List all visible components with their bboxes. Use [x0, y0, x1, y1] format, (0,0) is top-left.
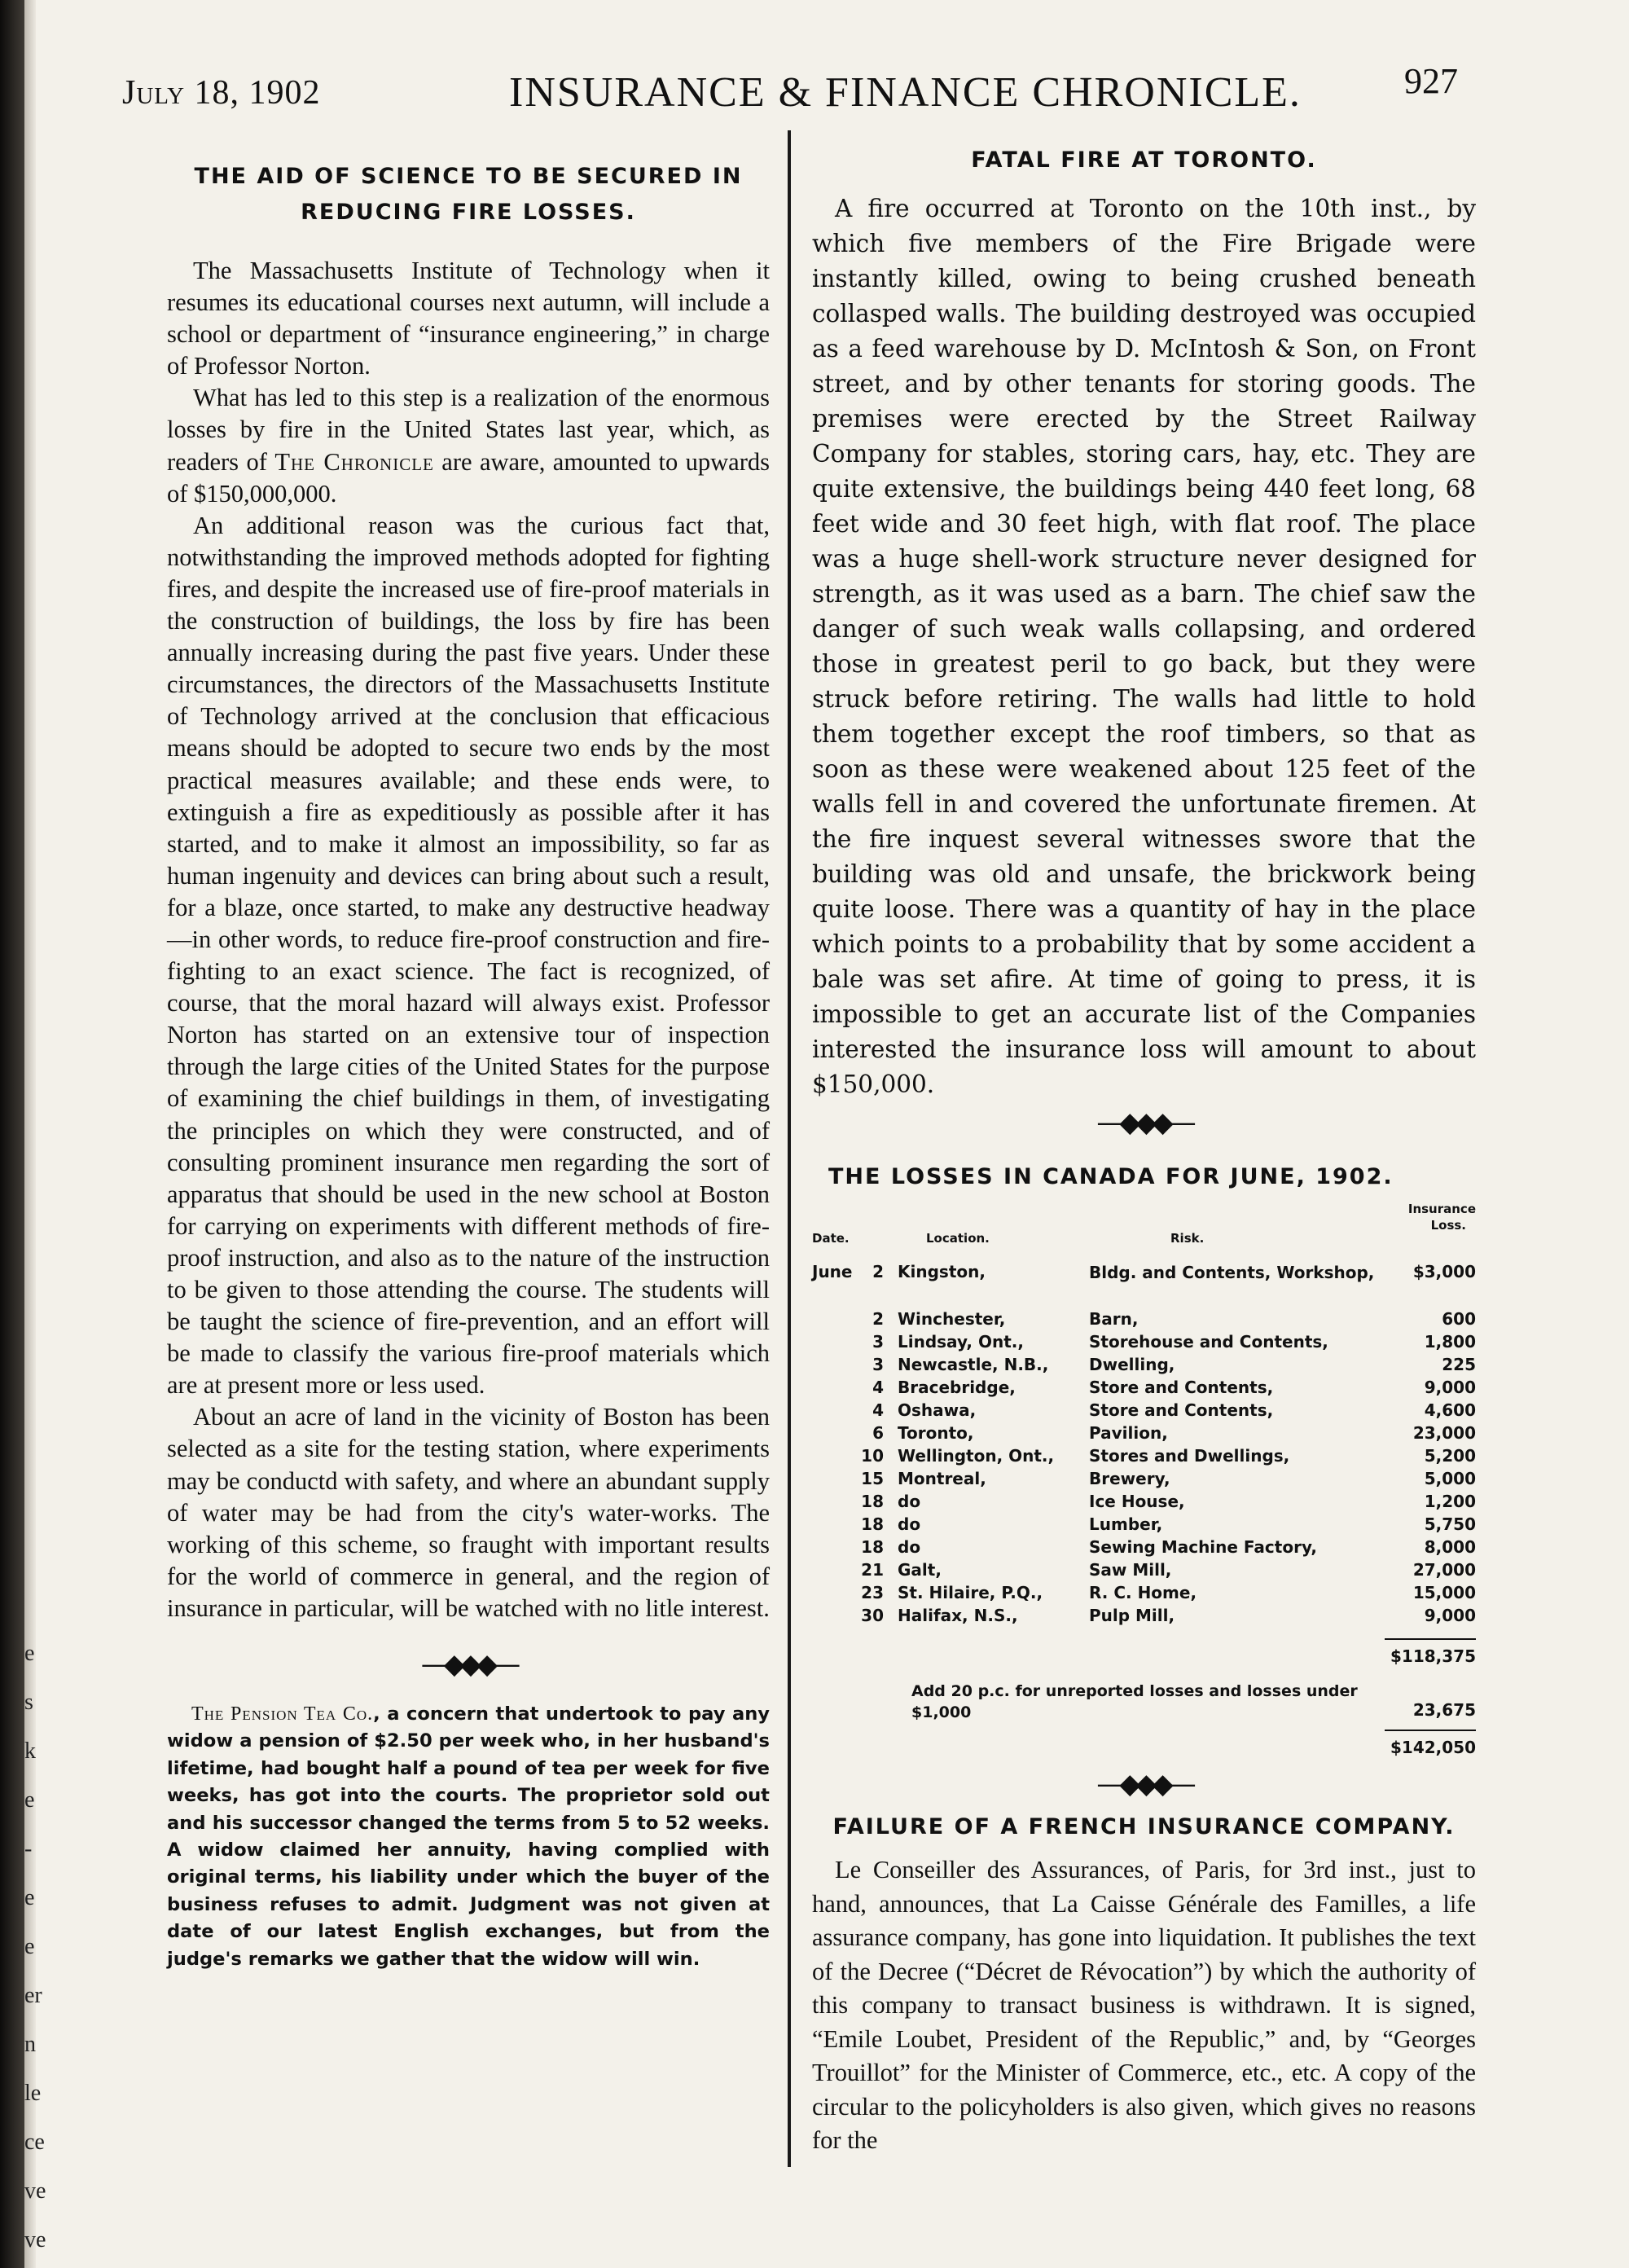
row-day: 18	[861, 1492, 884, 1511]
margin-fragment: s	[24, 1690, 33, 1715]
right-column	[812, 143, 1476, 2158]
row-loss: 225	[1442, 1355, 1476, 1374]
row-location: Newcastle, N.B.,	[898, 1355, 1049, 1374]
row-location: Halifax, N.S.,	[898, 1606, 1018, 1625]
publication-title: INSURANCE & FINANCE CHRONICLE.	[509, 69, 1302, 116]
row-location: Bracebridge,	[898, 1378, 1016, 1397]
margin-fragment: e	[24, 1787, 35, 1813]
row-day: 15	[861, 1469, 884, 1488]
row-loss: 9,000	[1424, 1378, 1476, 1397]
row-loss: 1,800	[1424, 1332, 1476, 1352]
book-spine	[0, 0, 24, 2268]
row-loss: 1,200	[1424, 1492, 1476, 1511]
margin-fragment: k	[24, 1738, 36, 1764]
page-number: 927	[1404, 61, 1458, 101]
row-day: 3	[872, 1332, 884, 1352]
science-paragraph-2-end: are aware, amounted to upwards of $150,000,000.	[167, 447, 770, 508]
row-day: 4	[872, 1400, 884, 1420]
row-loss: 5,000	[1424, 1469, 1476, 1488]
table-row	[812, 1446, 1476, 1469]
row-risk: Storehouse and Contents,	[1089, 1332, 1328, 1352]
row-location: Oshawa,	[898, 1400, 977, 1420]
total-rule	[1385, 1730, 1476, 1731]
row-location: Kingston,	[898, 1262, 986, 1281]
pension-tea-company-name: The Pension Tea Co.	[191, 1703, 374, 1725]
row-risk: Sewing Machine Factory,	[1089, 1537, 1318, 1557]
row-location: St. Hilaire, P.Q.,	[898, 1583, 1043, 1602]
column-header-risk: Risk.	[1170, 1231, 1205, 1246]
science-paragraph-4: About an acre of land in the vicinity of Boston has been selected as a site for the testing station, where experiments may be conductd with safety, and where an abundant supply of water may be had from the city's water-works. The working of this scheme, so fraught with important results for the world of commerce in general, and the region of insurance in particular, will be watched with no litle interest.	[167, 1403, 770, 1622]
table-row	[812, 1355, 1476, 1378]
margin-fragment: -	[24, 1836, 33, 1861]
row-location: Montreal,	[898, 1469, 986, 1488]
row-loss: $3,000	[1412, 1262, 1476, 1281]
column-header-location: Location.	[926, 1231, 990, 1246]
table-row	[812, 1332, 1476, 1355]
table-row	[812, 1606, 1476, 1628]
row-risk: Ice House,	[1089, 1492, 1185, 1511]
row-day: 2	[872, 1262, 884, 1281]
margin-fragment: ce	[24, 2130, 45, 2155]
science-paragraph-2	[167, 382, 770, 509]
margin-fragment: e	[24, 1934, 35, 1959]
row-day: 21	[861, 1560, 884, 1580]
row-risk: Lumber,	[1089, 1514, 1163, 1534]
pension-tea-text: , a concern that undertook to pay any widow a pension of $2.50 per week who, in her husband's lifetime, had bought half a pound of tea per week for five weeks, has got into the courts. The proprietor sold out and his successor changed the terms from 5 to 52 weeks. A widow claimed her annuity, having complied with original terms, his liability under which the buyer of the business refuses to admit. Judgment was not given at date of our latest English exchanges, but from the judge's remarks we gather that the widow will win.	[167, 1703, 771, 1970]
row-day: 18	[861, 1514, 884, 1534]
row-loss: 4,600	[1424, 1400, 1476, 1420]
row-location: Galt,	[898, 1560, 942, 1580]
row-loss: 5,750	[1424, 1514, 1476, 1534]
table-row	[812, 1514, 1476, 1537]
table-row	[812, 1492, 1476, 1514]
table-row	[812, 1400, 1476, 1423]
table-row	[812, 1583, 1476, 1606]
column-header-date: Date.	[812, 1231, 850, 1246]
row-month: June	[812, 1262, 853, 1281]
row-day: 3	[872, 1355, 884, 1374]
section-ornament: —◆◆◆—	[1096, 1768, 1192, 1800]
science-paragraph-1: The Massachusetts Institute of Technology when it resumes its educational courses next autumn, will include a school or department of “insurance engineering,” in charge of Professor Norton.	[167, 257, 770, 380]
science-paragraph-2-start: What has led to this step is a realization of the enormous losses by fire in the United States last year, which, as readers of	[167, 384, 770, 476]
row-risk: Brewery,	[1089, 1469, 1170, 1488]
row-loss: 23,000	[1412, 1423, 1476, 1443]
page-header	[122, 60, 1458, 125]
section-ornament: —◆◆◆—	[1096, 1106, 1192, 1139]
failure-headline: FAILURE OF A FRENCH INSURANCE COMPANY.	[832, 1814, 1456, 1839]
row-risk: Saw Mill,	[1089, 1560, 1172, 1580]
row-day: 2	[872, 1309, 884, 1329]
unreported-losses-amount: 23,675	[1412, 1700, 1476, 1720]
table-row	[812, 1560, 1476, 1583]
margin-fragment: le	[24, 2081, 42, 2106]
row-risk: Pavilion,	[1089, 1423, 1168, 1443]
row-loss: 27,000	[1412, 1560, 1476, 1580]
losses-grand-total: $142,050	[1390, 1738, 1476, 1757]
table-row	[812, 1262, 1476, 1309]
margin-fragment: ve	[24, 2178, 46, 2204]
row-loss: 15,000	[1412, 1583, 1476, 1602]
fatal-fire-paragraph: A fire occurred at Toronto on the 10th inst., by which five members of the Fire Brigade were instantly killed, owing to being crushed beneath collasped walls. The building destroyed was occupied as a feed warehouse by D. McIntosh & Son, on Front street, and by other tenants for storing goods. The premises were erected by the Street Railway Company for stables, storing cars, hay, etc. They are quite extensive, the buildings being 440 feet long, 68 feet wide and 30 feet high, with flat roof. The place was a huge shell-work structure never designed for strength, as it was used as a barn. The chief saw the danger of such weak walls collapsing, and ordered those in greatest peril to go back, but they were struck before retiring. The walls had little to hold them together except the roof timbers, so that as soon as these were weakened about 125 feet of the walls fell in and covered the unfortunate firemen. At the fire inquest several witnesses swore that the building was old and unsafe, the brickwork being quite loose. There was a quantity of hay in the place which points to a probability that by some accident a bale was set afire. At time of going to press, it is impossible to get an accurate list of the Companies interested the insurance loss will amount to about $150,000.	[812, 195, 1476, 1098]
row-location: Toronto,	[898, 1423, 974, 1443]
losses-subtotal: $118,375	[1390, 1646, 1476, 1666]
row-risk: Stores and Dwellings,	[1089, 1446, 1290, 1466]
column-header-loss-line1: Insurance	[1407, 1202, 1476, 1216]
row-risk: Barn,	[1089, 1309, 1139, 1329]
row-risk: Store and Contents,	[1089, 1378, 1274, 1397]
fatal-fire-headline: FATAL FIRE AT TORONTO.	[971, 147, 1317, 173]
row-day: 30	[861, 1606, 884, 1625]
losses-table-headline: THE LOSSES IN CANADA FOR JUNE, 1902.	[828, 1164, 1394, 1189]
table-row	[812, 1423, 1476, 1446]
table-row	[812, 1378, 1476, 1400]
row-location: do	[898, 1514, 921, 1534]
row-day: 10	[861, 1446, 884, 1466]
row-day: 23	[861, 1583, 884, 1602]
unreported-losses-note: Add 20 p.c. for unreported losses and losses under $1,000	[911, 1682, 1358, 1721]
row-location: do	[898, 1492, 921, 1511]
margin-fragment: er	[24, 1983, 42, 2008]
newspaper-page	[24, 0, 1629, 2268]
row-loss: 9,000	[1424, 1606, 1476, 1625]
row-day: 4	[872, 1378, 884, 1397]
margin-fragment: e	[24, 1885, 35, 1910]
table-row	[812, 1309, 1476, 1332]
column-divider	[788, 130, 791, 2167]
row-location: Winchester,	[898, 1309, 1006, 1329]
losses-table	[812, 1200, 1476, 1762]
row-risk: Bldg. and Contents, Workshop,	[1089, 1263, 1375, 1282]
subtotal-rule	[1385, 1638, 1476, 1640]
science-article-headline: THE AID OF SCIENCE TO BE SECURED IN REDUCING FIRE LOSSES.	[194, 164, 743, 225]
pension-tea-paragraph	[167, 1701, 770, 1973]
row-loss: 600	[1442, 1309, 1476, 1329]
table-row	[812, 1469, 1476, 1492]
margin-fragment: ve	[24, 2227, 46, 2253]
row-day: 6	[872, 1423, 884, 1443]
row-location: Wellington, Ont.,	[898, 1446, 1055, 1466]
row-location: do	[898, 1537, 921, 1557]
failure-paragraph: Le Conseiller des Assurances, of Paris, for 3rd inst., just to hand, announces, that La Caisse Générale des Familles, a life assurance company, has gone into liquidation. It publishes the text of the Decree (“Décret de Révocation”) by which the authority of this company to transact business is withdrawn. It is signed, “Emile Loubet, President of the Republic,” and, by “Georges Trouillot” for the Minister of Commerce, etc., etc. A copy of the circular to the policyholders is also given, which gives no reasons for the	[812, 1856, 1476, 2154]
margin-fragment: e	[24, 1641, 35, 1666]
row-risk: R. C. Home,	[1089, 1583, 1197, 1602]
row-risk: Store and Contents,	[1089, 1400, 1274, 1420]
row-loss: 8,000	[1424, 1537, 1476, 1557]
losses-table-rows	[812, 1262, 1476, 1628]
facing-page-margin-fragments	[24, 1629, 57, 2265]
row-location: Lindsay, Ont.,	[898, 1332, 1024, 1352]
left-column	[167, 159, 770, 1973]
row-day: 18	[861, 1537, 884, 1557]
margin-fragment: n	[24, 2032, 36, 2057]
science-paragraph-3: An additional reason was the curious fact that, notwithstanding the improved methods adopted for fighting fires, and despite the increased use of fire-proof materials in the construction of buildings, the loss by fire has been annually increasing during the past five years. Under these circumstances, the directors of the Massachusetts Institute of Technology arrived at the conclusion that efficacious means should be adopted to secure two ends by the most practical measures available; and these ends were, to extinguish a fire as expeditiously as possible after it has started, and to make it almost an impossibility, so far as human ingenuity and devices can bring about such a result, for a blaze, once started, to make any destructive headway—in other words, to reduce fire-proof construction and fire-fighting to an exact science. The fact is recognized, of course, that the moral hazard will always exist. Professor Norton has started on an extensive tour of inspection through the large cities of the United States for the purpose of examining the chief buildings in them, of investigating the principles on which they were constructed, and of consulting prominent insurance men regarding the sort of apparatus that should be used in the new school at Boston for carrying on experiments with different methods of fire-proof instruction, and also as to the nature of the instruction to be given to those attending the course. The students will be taught the science of fire-prevention, and an effort will be made to classify the various fire-proof materials which are at present more or less used.	[167, 511, 770, 1400]
chronicle-name: The Chronicle	[274, 447, 434, 476]
row-loss: 5,200	[1424, 1446, 1476, 1466]
row-risk: Dwelling,	[1089, 1355, 1175, 1374]
row-risk: Pulp Mill,	[1089, 1606, 1175, 1625]
issue-date: July 18, 1902	[122, 74, 321, 112]
column-header-loss-line2: Loss.	[1430, 1218, 1466, 1233]
table-row	[812, 1537, 1476, 1560]
section-ornament: —◆◆◆—	[420, 1648, 516, 1681]
